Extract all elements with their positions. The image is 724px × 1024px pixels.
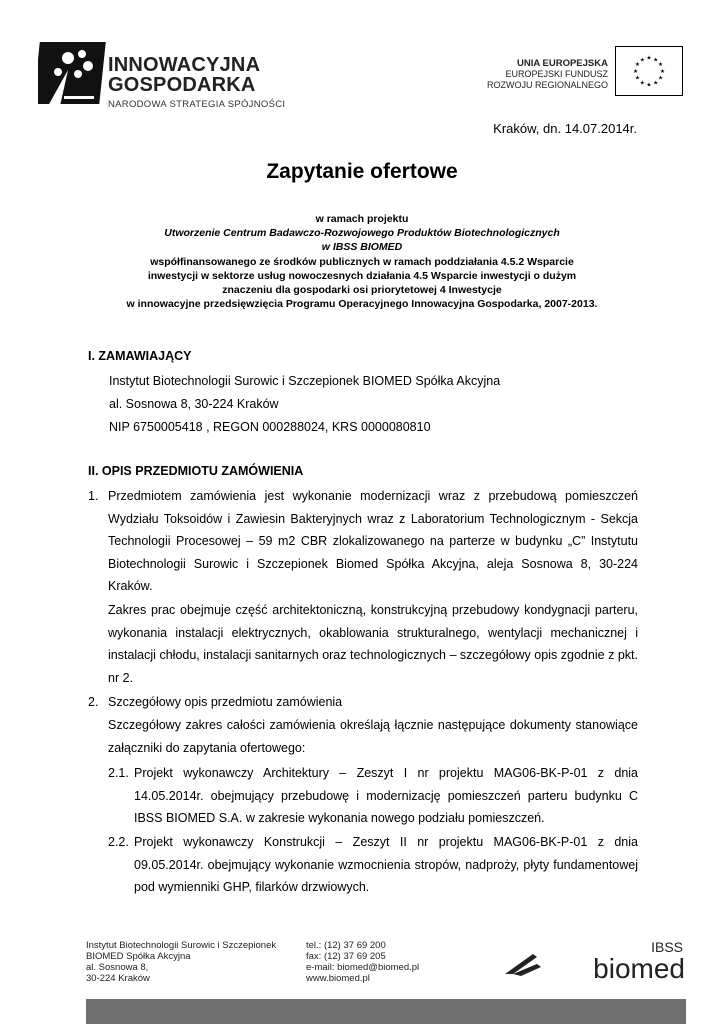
footer-www: www.biomed.pl	[306, 973, 370, 984]
footer-address-line-3: al. Sosnowa 8,	[86, 962, 149, 973]
svg-text:★: ★	[634, 62, 641, 69]
section-1-heading: I. ZAMAWIAJĄCY	[88, 349, 192, 363]
section-2-heading: II. OPIS PRZEDMIOTU ZAMÓWIENIA	[88, 464, 304, 478]
svg-text:★: ★	[639, 80, 645, 87]
item-2-number: 2.	[88, 695, 99, 709]
item-1-scope: Zakres prac obejmuje część architektoniczną, konstrukcyjną przebudowy kondygnacji parteru, wykonania instalacji elektrycznych, okablowania strukturalnego, wentylacji mechanicznej i instalacji chłodu, instalacji sanitarnych oraz technologicznych – szczegółowy opis zgodnie z pkt. nr 2.	[108, 603, 638, 685]
item-1-text: Przedmiotem zamówienia jest wykonanie modernizacji wraz z przebudową pomieszczeń Wydziału Toksoidów i Zawiesin Bakteryjnych wraz z Laboratorium Technologicznym - Sekcja Technologii Procesowej – 59 m2 CBR zlokalizowanego na parterze w budynku „C” Instytutu Biotechnologii Surowic i Szczepionek Biomed Spółka Akcyjna, aleja Sosnowa 8, 30-224 Kraków.	[108, 489, 638, 594]
logo-line-1: INNOWACYJNA	[108, 54, 261, 76]
footer-address-line-2: BIOMED Spółka Akcyjna	[86, 951, 191, 962]
eu-flag-icon	[615, 46, 683, 96]
footer-bar	[86, 999, 686, 1024]
footer-address-line-4: 30-224 Kraków	[86, 973, 150, 984]
logo-text	[108, 55, 285, 110]
eu-text	[487, 58, 608, 91]
item-1-number: 1.	[88, 489, 99, 503]
sub-item-2-1-text: Projekt wykonawczy Architektury – Zeszyt I nr projektu MAG06-BK-P-01 z dnia 14.05.2014r. obejmujący przebudowę i modernizację pomieszczeń parteru budynku C IBSS BIOMED S.A. w zakresie wykonania nowego podziału pomieszczeń.	[134, 766, 638, 826]
sub-item-2-2-number: 2.2.	[108, 835, 129, 849]
footer-contact	[306, 940, 419, 984]
innowacyjna-gospodarka-logo	[38, 40, 108, 106]
project-line-5: inwestycji w sektorze usług nowoczesnych działania 4.5 Wsparcie inwestycji o dużym	[147, 269, 577, 282]
svg-text:★: ★	[632, 68, 639, 75]
logo-line-2: GOSPODARKA	[108, 74, 256, 96]
svg-text:★: ★	[659, 68, 666, 75]
project-line-7: w innowacyjne przedsięwzięcia Programu Operacyjnego Innowacyjna Gospodarka, 2007-2013.	[126, 298, 598, 311]
footer-address	[86, 940, 276, 984]
orderer-address: al. Sosnowa 8, 30-224 Kraków	[109, 397, 279, 411]
sub-item-2-2-text: Projekt wykonawczy Konstrukcji – Zeszyt II nr projektu MAG06-BK-P-01 z dnia 09.05.2014r. obejmujący wykonanie wzmocnienia stropów, nadproży, płyty fundamentowej pod wymienniki GHP, filarków drzwiowych.	[134, 835, 638, 895]
project-line-4: współfinansowanego ze środków publicznych w ramach poddziałania 4.5.2 Wsparcie	[150, 255, 574, 268]
project-line-6: znaczeniu dla gospodarki osi priorytetowej 4 Inwestycje	[222, 284, 502, 297]
document-date: Kraków, dn. 14.07.2014r.	[493, 121, 637, 136]
project-line-2: Utworzenie Centrum Badawczo-Rozwojowego Produktów Biotechnologicznych	[164, 227, 560, 240]
eu-line-3: ROZWOJU REGIONALNEGO	[486, 80, 608, 90]
svg-text:★: ★	[657, 75, 664, 82]
svg-text:★: ★	[657, 62, 664, 69]
ibss-biomed-logo	[503, 938, 688, 984]
item-2-intro: Szczegółowy zakres całości zamówienia określają łącznie następujące dokumenty stanowiące załączniki do zapytania ofertowego:	[108, 718, 638, 755]
svg-text:★: ★	[653, 57, 659, 64]
project-line-3: w IBSS BIOMED	[321, 241, 403, 254]
project-description	[62, 212, 662, 311]
footer-email: e-mail: biomed@biomed.pl	[306, 962, 420, 973]
footer-address-line-1: Instytut Biotechnologii Surowic i Szczepionek	[86, 940, 277, 951]
footer-tel: tel.: (12) 37 69 200	[306, 940, 386, 951]
document-title: Zapytanie ofertowe	[266, 160, 458, 183]
footer-fax: fax: (12) 37 69 205	[306, 951, 386, 962]
svg-text:★: ★	[634, 75, 641, 82]
ibss-logo-top-text: IBSS	[651, 939, 683, 955]
orderer-ids: NIP 6750005418 , REGON 000288024, KRS 0000080810	[109, 420, 431, 434]
item-2-title: Szczegółowy opis przedmiotu zamówienia	[108, 695, 343, 709]
sub-item-2-1-number: 2.1.	[108, 766, 129, 780]
eu-line-2: EUROPEJSKI FUNDUSZ	[505, 69, 608, 79]
svg-text:★: ★	[646, 82, 652, 89]
svg-text:★: ★	[646, 55, 652, 62]
svg-text:★: ★	[653, 80, 659, 87]
svg-text:★: ★	[639, 57, 645, 64]
ibss-logo-bottom-text: biomed	[593, 953, 685, 984]
orderer-name: Instytut Biotechnologii Surowic i Szczepionek BIOMED Spółka Akcyjna	[109, 374, 501, 388]
logo-line-3: NARODOWA STRATEGIA SPÓJNOŚCI	[108, 99, 286, 110]
project-line-1: w ramach projektu	[315, 213, 409, 225]
eu-line-1: UNIA EUROPEJSKA	[517, 58, 608, 69]
